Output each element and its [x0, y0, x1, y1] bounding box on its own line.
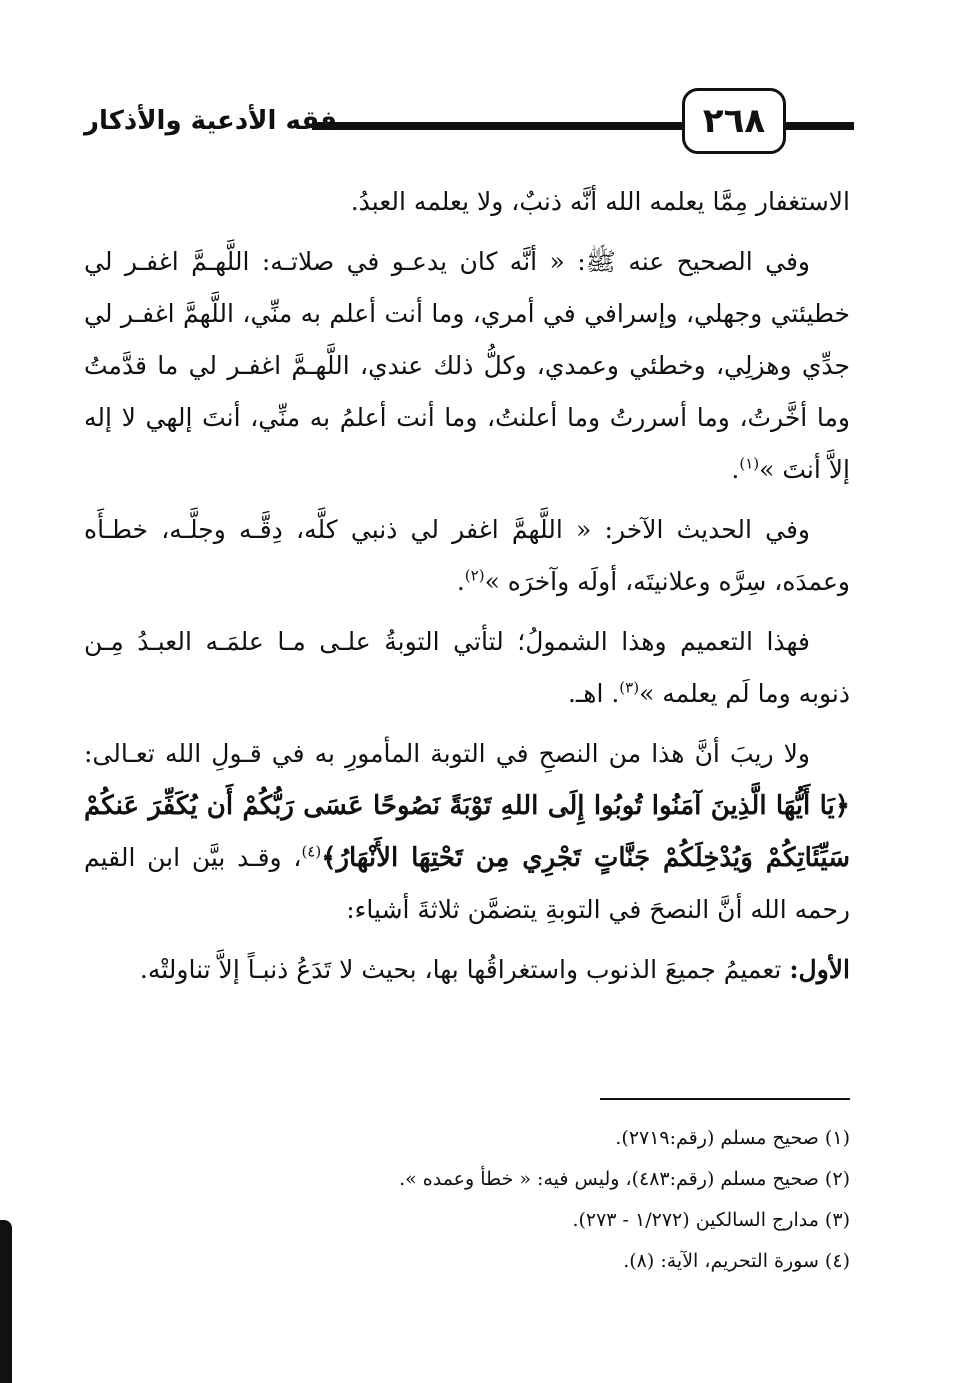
header-rule-left [312, 122, 688, 130]
scan-edge-shadow [0, 1220, 12, 1383]
paragraph-5-end: ، وقـد بيَّن ابن القيم رحمه الله أنَّ النصحَ في التوبةِ يتضمَّن ثلاثةَ أشياء: [84, 843, 850, 924]
running-title: فقه الأدعية والأذكار [84, 106, 337, 136]
paragraph-3: وفي الحديث الآخر: « اللَّهمَّ اغفر لي ذنبي كلَّه، دِقَّـه وجلَّـه، خطـأَه وعمدَه، سِرَّه وعلانيتَه، أولَه وآخرَه »$^{(٢)}$. [84, 515, 850, 596]
paragraph-5 [84, 728, 850, 936]
footnote-ref-2: (٢) [464, 566, 485, 585]
hadith-text-2: وفي الحديث الآخر: « اللَّهمَّ اغفر لي ذنبي كلَّه، دِقَّـه وجلَّـه، خطـأَه وعمدَه، سِرَّه وعلانيتَه، أولَه وآخرَه » [84, 515, 850, 596]
paragraph-4 [84, 616, 850, 720]
quran-verse: ﴿يَا أَيُّهَا الَّذِينَ آمَنُوا تُوبُوا إِلَى اللهِ تَوْبَةً نَصُوحًا عَسَى رَبُّكُمْ أَن يُكَفِّرَ عَنكُمْ سَيِّئَاتِكُمْ وَيُدْخِلَكُمْ جَنَّاتٍ تَجْرِي مِن تَحْتِهَا الأَنْهَارُ﴾ [84, 791, 850, 873]
paragraph-4-text: فهذا التعميم وهذا الشمولُ؛ لتأتي التوبةُ علـى مـا علمَـه العبـدُ مِـن ذنوبه وما لَم يعلمه » [84, 627, 850, 708]
paragraph-2: وفي الصحيح عنه ﷺ: « أنَّه كان يدعـو في صلاتـه: اللَّهـمَّ اغفـر لي خطيئتي وجهلي، وإسرافي في أمري، وما أنت أعلم به منِّي، اللَّهمَّ اغفـر لي جدِّي وهزلِي، وخطئي وعمدي، وكلُّ ذلك عندي، اللَّهـمَّ اغفـر لي ما قدَّمتُ وما أخَّرتُ، وما أسررتُ وما أعلنتُ، وما أنت أعلمُ به منِّي، أنتَ إلهي لا إله إلاَّ أنتَ »$^{(١)}$. [84, 247, 850, 484]
paragraph-5-start: ولا ريبَ أنَّ هذا من النصحِ في التوبة المأمورِ به في قـولِ الله تعـالى: [84, 739, 810, 768]
header-rule-right [786, 122, 854, 130]
footnotes [230, 1118, 850, 1282]
footnote-ref-1: (١) [739, 454, 760, 473]
page-header [84, 88, 854, 160]
footnote-item: (٤) سورة التحريم، الآية: (٨). [623, 1250, 850, 1272]
page-number: ٢٦٨ [682, 88, 786, 154]
main-text [84, 176, 850, 1004]
footnote-ref-3: (٣) [619, 678, 640, 697]
footnote-item: (٣) مدارج السالكين (١/٢٧٢ - ٢٧٣). [572, 1209, 850, 1231]
footnote-ref-4: (٤) [301, 842, 322, 861]
paragraph-6 [84, 944, 850, 996]
footnote-divider [600, 1098, 850, 1100]
point-label: الأول: [789, 955, 850, 984]
footnote-item: (٢) صحيح مسلم (رقم:٤٨٣)، وليس فيه: « خطأ وعمده ». [399, 1168, 850, 1190]
paragraph-4-tail: . اهـ. [567, 679, 620, 708]
point-text: تعميمُ جميعَ الذنوب واستغراقُها بها، بحيث لا تَدَعُ ذنبـاً إلاَّ تناولتْه. [139, 955, 782, 984]
paragraph-1: الاستغفار مِمَّا يعلمه الله أنَّه ذنبٌ، ولا يعلمه العبدُ. [350, 187, 850, 216]
footnote-item: (١) صحيح مسلم (رقم:٢٧١٩). [615, 1127, 850, 1149]
hadith-text-1: وفي الصحيح عنه ﷺ: « أنَّه كان يدعـو في صلاتـه: اللَّهـمَّ اغفـر لي خطيئتي وجهلي، وإسرافي في أمري، وما أنت أعلم به منِّي، اللَّهمَّ اغفـر لي جدِّي وهزلِي، وخطئي وعمدي، وكلُّ ذلك عندي، اللَّهـمَّ اغفـر لي ما قدَّمتُ وما أخَّرتُ، وما أسررتُ وما أعلنتُ، وما أنت أعلمُ به منِّي، أنتَ إلهي لا إله إلاَّ أنتَ » [84, 247, 850, 484]
